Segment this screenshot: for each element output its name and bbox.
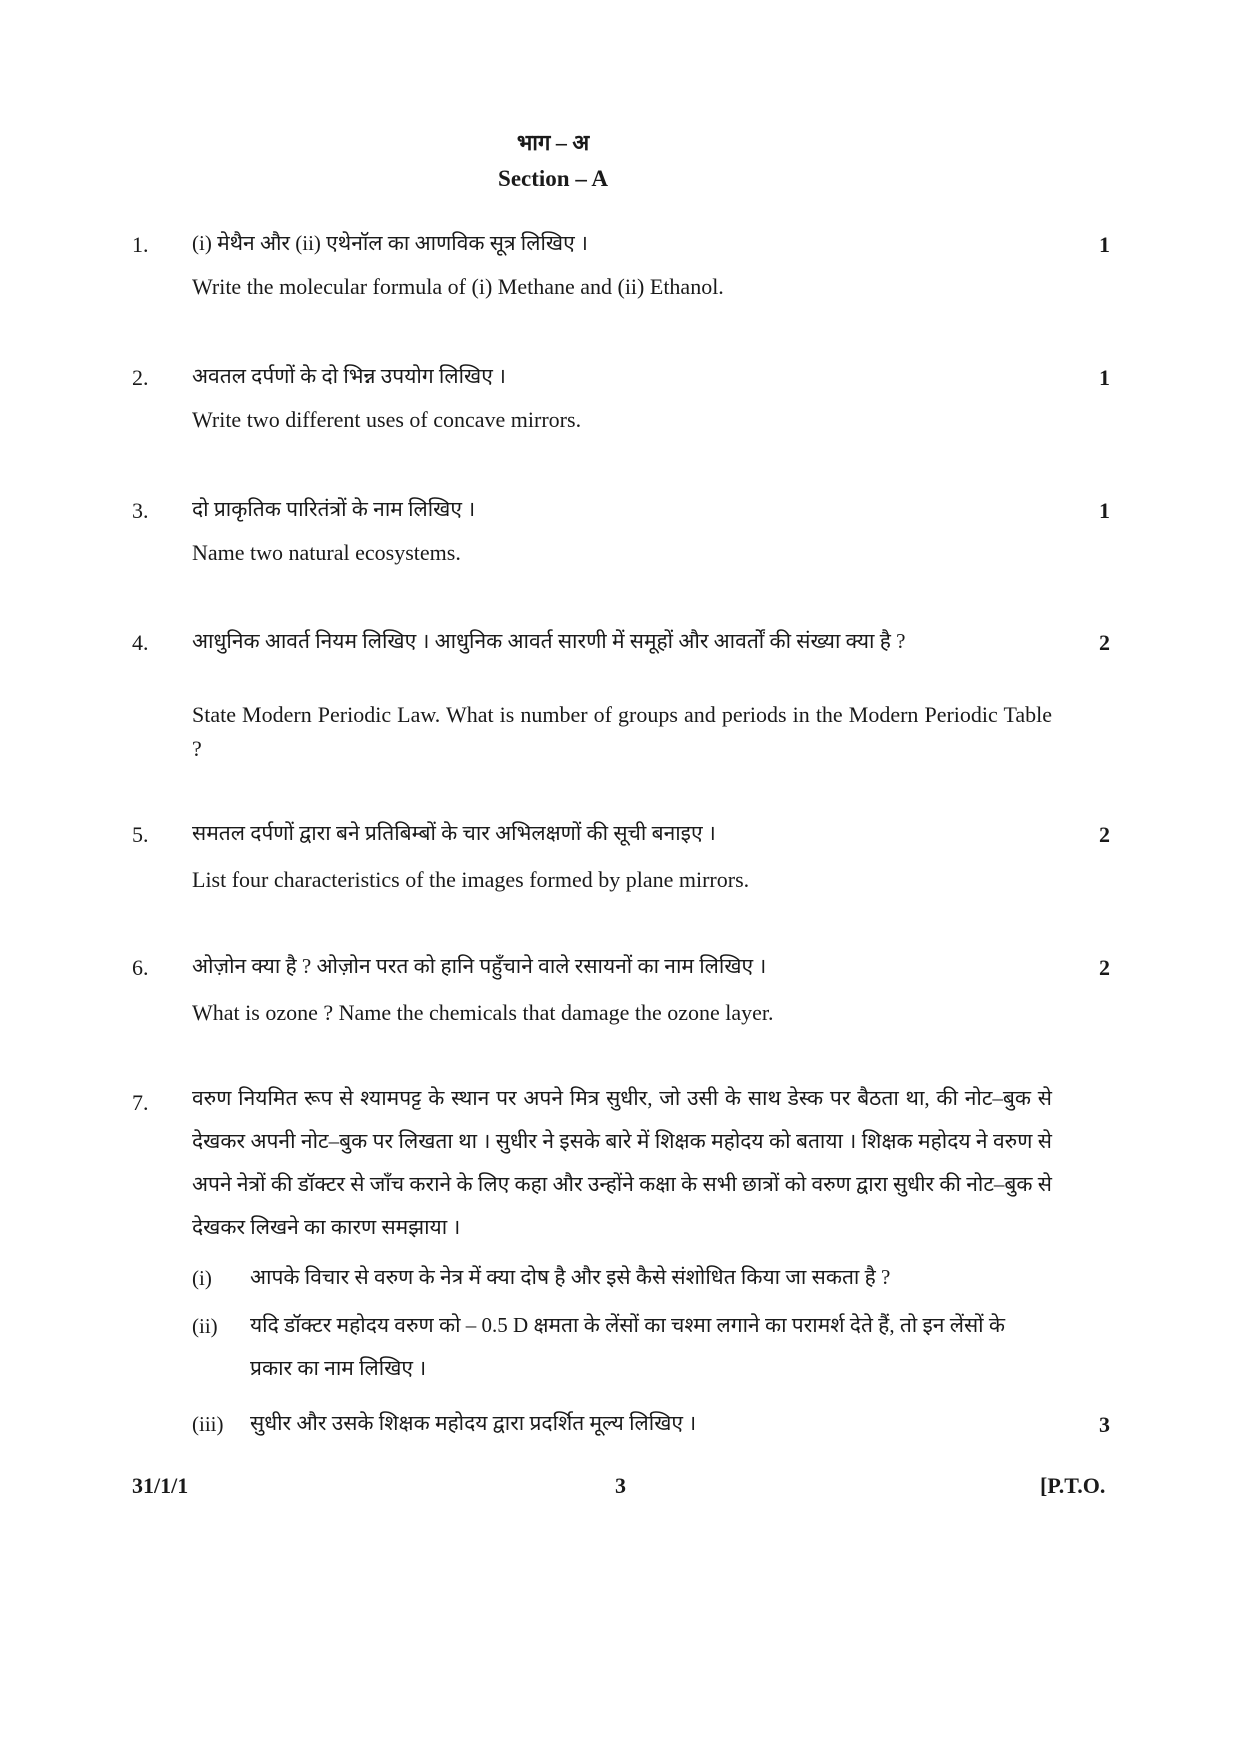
question-number: 2. <box>132 365 149 390</box>
question-text-english: List four characteristics of the images formed by plane mirrors. <box>192 867 750 892</box>
question-text-english: What is ozone ? Name the chemicals that damage the ozone layer. <box>192 1000 774 1025</box>
subpart-label: (ii) <box>192 1314 218 1338</box>
question-text-english: State Modern Periodic Law. What is number of groups and periods in the Modern Periodic Table ? <box>192 702 1052 761</box>
question-number: 7. <box>132 1090 149 1115</box>
question-text-english: Write the molecular formula of (i) Methane and (ii) Ethanol. <box>192 274 724 299</box>
question-text-hindi: समतल दर्पणों द्वारा बने प्रतिबिम्बों के चार अभिलक्षणों की सूची बनाइए । <box>192 821 716 845</box>
question-marks: 3 <box>1099 1412 1110 1437</box>
question-text-hindi: (i) मेथैन और (ii) एथेनॉल का आणविक सूत्र लिखिए । <box>192 231 588 255</box>
pto-label: [P.T.O. <box>1040 1473 1106 1498</box>
subpart-label: (iii) <box>192 1412 224 1436</box>
question-number: 6. <box>132 955 149 980</box>
question-text-english: Write two different uses of concave mirrors. <box>192 407 582 432</box>
section-title-hindi: भाग – अ <box>516 130 590 155</box>
question-number: 4. <box>132 630 149 655</box>
question-number: 5. <box>132 822 149 847</box>
subpart-text: यदि डॉक्टर महोदय वरुण को – 0.5 D क्षमता के लेंसों का चश्मा लगाने का परामर्श देते हैं, तो इन लेंसों के प्रकार का नाम लिखिए । <box>250 1313 1005 1380</box>
subpart-text: आपके विचार से वरुण के नेत्र में क्या दोष है और इसे कैसे संशोधित किया जा सकता है ? <box>250 1265 891 1289</box>
question-text-hindi: अवतल दर्पणों के दो भिन्न उपयोग लिखिए । <box>192 364 507 388</box>
question-number: 3. <box>132 498 149 523</box>
paper-code: 31/1/1 <box>132 1473 189 1498</box>
question-marks: 1 <box>1099 365 1110 390</box>
question-text-hindi: ओज़ोन क्या है ? ओज़ोन परत को हानि पहुँचाने वाले रसायनों का नाम लिखिए । <box>192 954 767 978</box>
question-text-hindi: वरुण नियमित रूप से श्यामपट्ट के स्थान पर अपने मित्र सुधीर, जो उसी के साथ डेस्क पर बैठता था, की नोट–बुक से देखकर अपनी नोट–बुक पर लिखता था । सुधीर ने इसके बारे में शिक्षक महोदय को बताया । शिक्षक महोदय ने वरुण से अपने नेत्रों की डॉक्टर से जाँच कराने के लिए कहा और उन्होंने कक्षा के सभी छात्रों को वरुण द्वारा सुधीर की नोट–बुक से देखकर लिखने का कारण समझाया । <box>192 1086 1052 1239</box>
page-number: 3 <box>615 1473 626 1498</box>
question-text-hindi: आधुनिक आवर्त नियम लिखिए । आधुनिक आवर्त सारणी में समूहों और आवर्तों की संख्या क्या है ? <box>192 629 906 653</box>
question-marks: 2 <box>1099 630 1110 655</box>
question-marks: 2 <box>1099 822 1110 847</box>
question-text-hindi: दो प्राकृतिक पारितंत्रों के नाम लिखिए । <box>192 497 476 521</box>
question-marks: 1 <box>1099 498 1110 523</box>
subpart-label: (i) <box>192 1266 212 1290</box>
question-number: 1. <box>132 232 149 257</box>
subpart-text: सुधीर और उसके शिक्षक महोदय द्वारा प्रदर्शित मूल्य लिखिए । <box>250 1411 697 1435</box>
question-marks: 1 <box>1099 232 1110 257</box>
section-title-english: Section – A <box>498 166 608 191</box>
question-text-english: Name two natural ecosystems. <box>192 540 461 565</box>
question-marks: 2 <box>1099 955 1110 980</box>
